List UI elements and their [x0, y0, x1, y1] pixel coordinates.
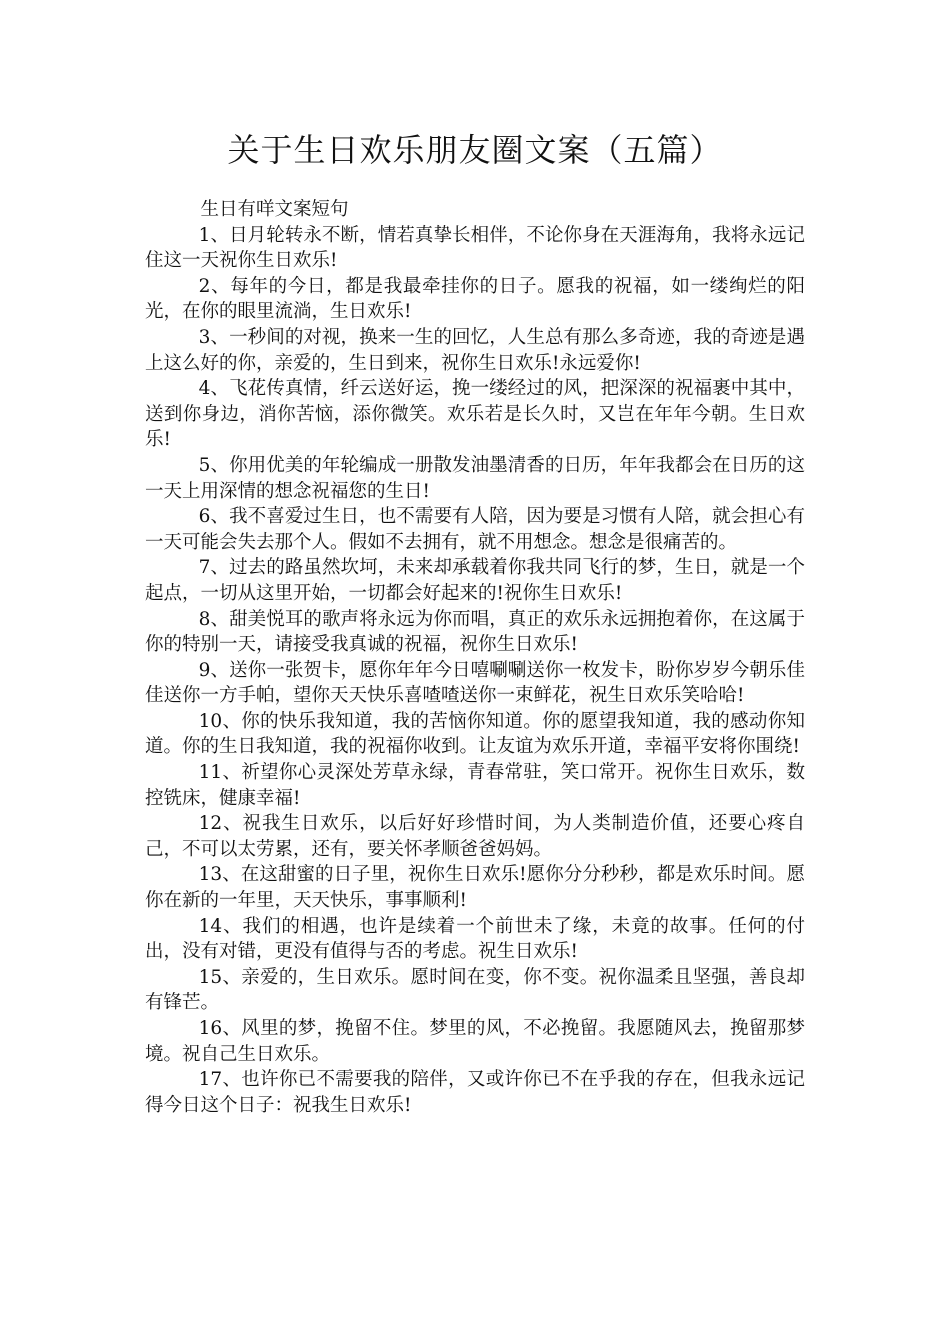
- section-subtitle: 生日有咩文案短句: [200, 199, 349, 220]
- paragraph: 11、祈望你心灵深处芳草永绿，青春常驻，笑口常开。祝你生日欢乐，数控铣床，健康幸福!: [145, 762, 805, 809]
- paragraph: 14、我们的相遇，也许是续着一个前世未了缘，未竟的故事。任何的付出，没有对错，更没有值得与否的考虑。祝生日欢乐!: [145, 915, 805, 963]
- paragraph: 1、日月轮转永不断，情若真挚长相伴，不论你身在天涯海角，我将永远记住这一天祝你生日欢乐!: [145, 224, 805, 272]
- paragraph: 17、也许你已不需要我的陪伴，又或许你已不在乎我的存在，但我永远记得今日这个日子：祝我生日欢乐!: [145, 1069, 805, 1116]
- paragraph: 15、亲爱的，生日欢乐。愿时间在变，你不变。祝你温柔且坚强，善良却有锋芒。: [145, 966, 805, 1014]
- paragraph: 7、过去的路虽然坎坷，未来却承载着你我共同飞行的梦，生日，就是一个起点，一切从这里开始，一切都会好起来的!祝你生日欢乐!: [145, 557, 805, 604]
- paragraph: 8、甜美悦耳的歌声将永远为你而唱，真正的欢乐永远拥抱着你，在这属于你的特别一天，请接受我真诚的祝福，祝你生日欢乐!: [145, 608, 805, 656]
- paragraph: 4、飞花传真情，纤云送好运，挽一缕经过的风，把深深的祝福裹中其中，送到你身边，消你苦恼，添你微笑。欢乐若是长久时，又岂在年年今朝。生日欢乐!: [145, 378, 805, 451]
- paragraph: 2、每年的今日，都是我最牵挂你的日子。愿我的祝福，如一缕绚烂的阳光，在你的眼里流淌，生日欢乐!: [145, 275, 805, 323]
- paragraph: 6、我不喜爱过生日，也不需要有人陪，因为要是习惯有人陪，就会担心有一天可能会失去那个人。假如不去拥有，就不用想念。想念是很痛苦的。: [145, 506, 805, 553]
- paragraph: 3、一秒间的对视，换来一生的回忆，人生总有那么多奇迹，我的奇迹是遇上这么好的你，亲爱的，生日到来，祝你生日欢乐!永远爱你!: [145, 326, 805, 374]
- paragraph: 13、在这甜蜜的日子里，祝你生日欢乐!愿你分分秒秒，都是欢乐时间。愿你在新的一年里，天天快乐，事事顺利!: [145, 864, 805, 912]
- document-body: [145, 197, 805, 1118]
- paragraph: 5、你用优美的年轮编成一册散发油墨清香的日历，年年我都会在日历的这一天上用深情的想念祝福您的生日!: [145, 454, 805, 502]
- document-title: 关于生日欢乐朋友圈文案（五篇）: [227, 131, 723, 169]
- paragraph: 16、风里的梦，挽留不住。梦里的风，不必挽留。我愿随风去，挽留那梦境。祝自己生日欢乐。: [145, 1018, 805, 1065]
- paragraph: 10、你的快乐我知道，我的苦恼你知道。你的愿望我知道，我的感动你知道。你的生日我知道，我的祝福你收到。让友谊为欢乐开道，幸福平安将你围绕!: [145, 710, 805, 758]
- paragraph: 9、送你一张贺卡，愿你年年今日嘻唰唰送你一枚发卡，盼你岁岁今朝乐佳佳送你一方手帕，望你天天快乐喜喳喳送你一束鲜花，祝生日欢乐笑哈哈!: [145, 659, 805, 707]
- paragraph: 12、祝我生日欢乐，以后好好珍惜时间，为人类制造价值，还要心疼自己，不可以太劳累，还有，要关怀孝顺爸爸妈妈。: [145, 813, 805, 860]
